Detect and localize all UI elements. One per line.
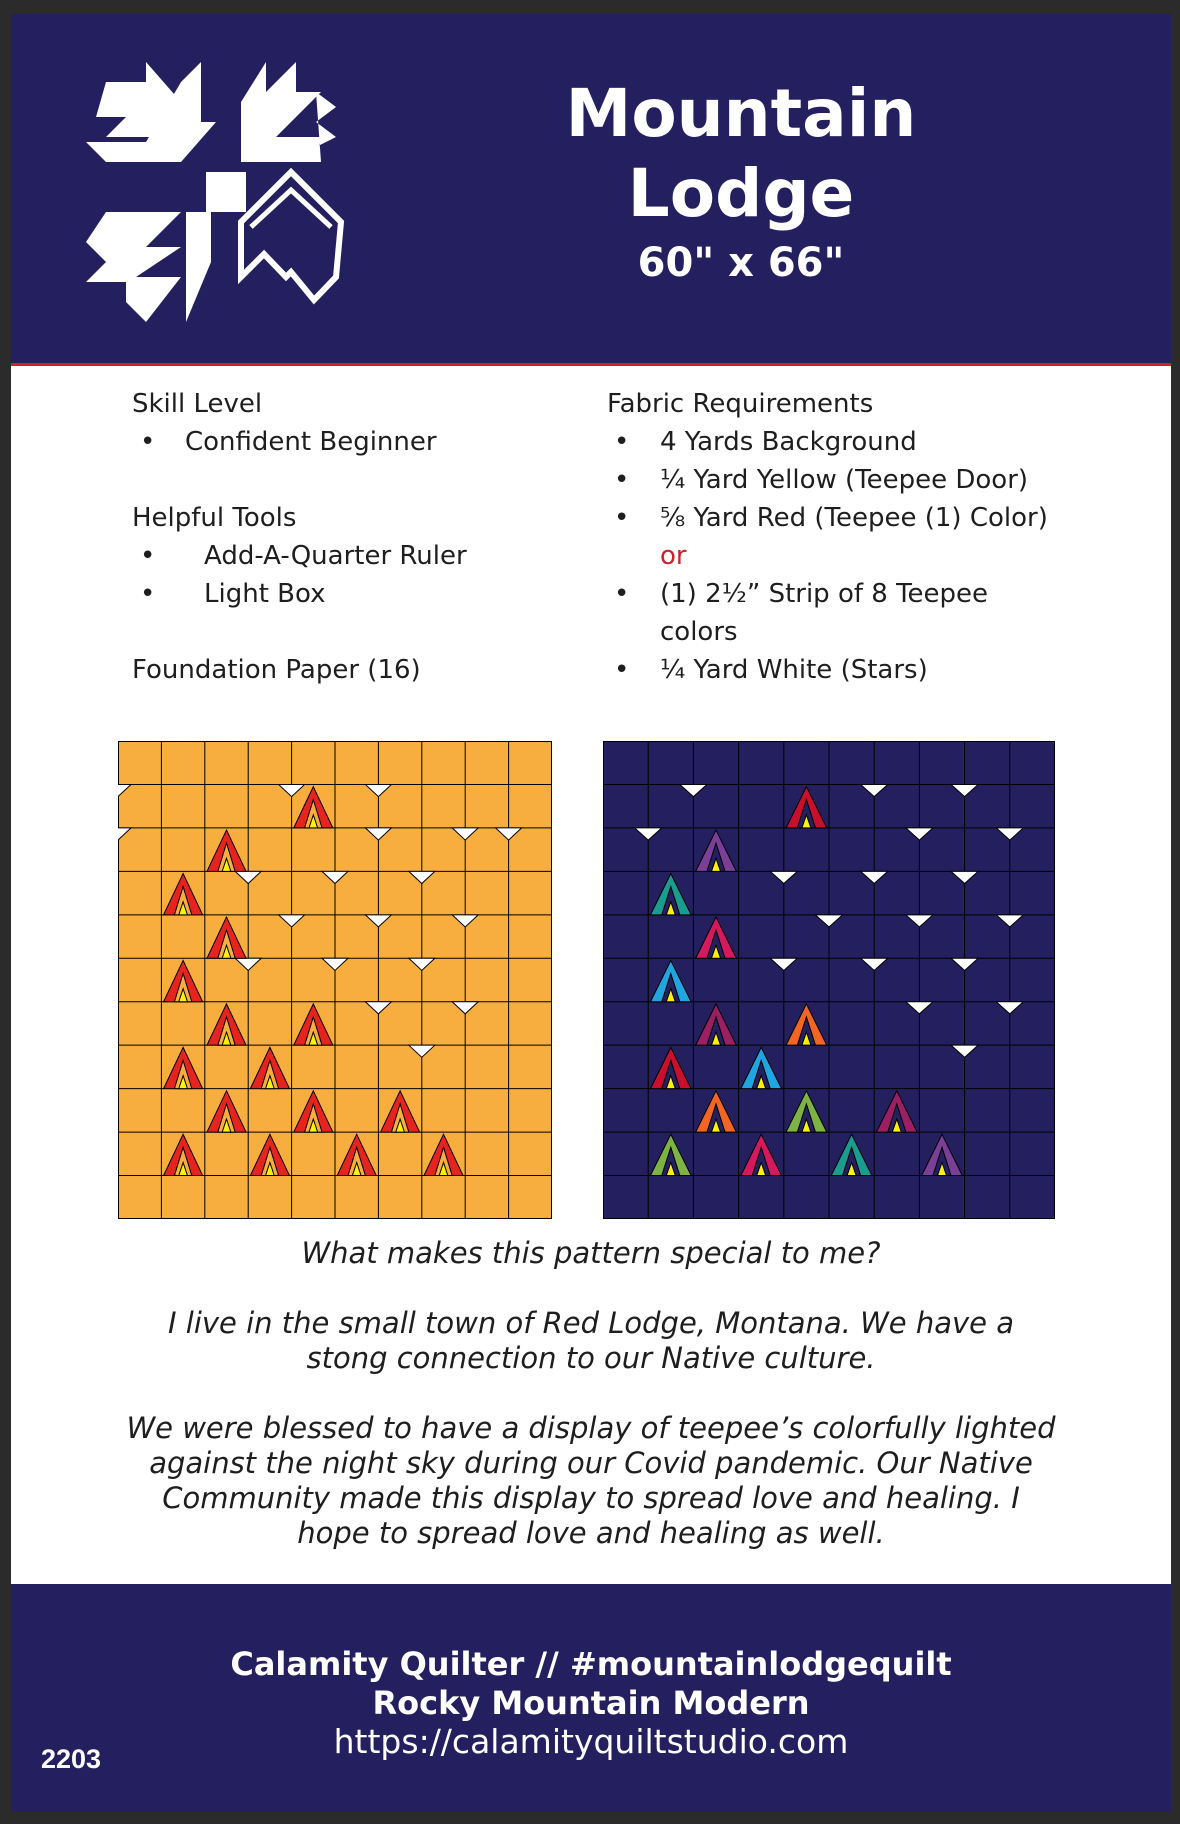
fabric-item: (1) 2½” Strip of 8 Teepee bbox=[660, 579, 989, 609]
story-text: hope to spread love and healing as well. bbox=[297, 1516, 885, 1550]
bullet-icon: • bbox=[614, 579, 630, 609]
story-text: stong connection to our Native culture. bbox=[306, 1341, 876, 1375]
story-question: What makes this pattern special to me? bbox=[301, 1236, 881, 1270]
story-text: against the night sky during our Covid pandemic. Our Native bbox=[149, 1446, 1033, 1480]
bear-paw-block-logo bbox=[86, 62, 386, 322]
fabric-item: ¼ Yard White (Stars) bbox=[660, 655, 928, 685]
bullet-icon: • bbox=[140, 541, 156, 571]
website-link[interactable]: https://calamityquiltstudio.com bbox=[333, 1722, 849, 1761]
skill-level-item: Confident Beginner bbox=[185, 427, 437, 457]
tool-item: Add-A-Quarter Ruler bbox=[204, 541, 467, 571]
pattern-code: 2203 bbox=[41, 1744, 102, 1774]
quilt-preview-navy bbox=[603, 741, 1055, 1219]
collection-name: Rocky Mountain Modern bbox=[372, 1684, 810, 1722]
story-text: Community made this display to spread love and healing. I bbox=[162, 1481, 1020, 1515]
bullet-icon: • bbox=[614, 655, 630, 685]
designer-hashtag: Calamity Quilter // #mountainlodgequilt bbox=[230, 1645, 952, 1683]
quilt-preview-orange bbox=[118, 741, 552, 1219]
story-text: I live in the small town of Red Lodge, Montana. We have a bbox=[168, 1306, 1014, 1340]
fabric-or-label: or bbox=[660, 541, 687, 571]
footer-banner bbox=[11, 1584, 1171, 1812]
fabric-item-continued: colors bbox=[660, 617, 738, 647]
pattern-title: Mountain Lodge bbox=[565, 75, 917, 232]
fabric-item: ¼ Yard Yellow (Teepee Door) bbox=[660, 465, 1029, 495]
bullet-icon: • bbox=[614, 427, 630, 457]
header-banner bbox=[11, 14, 1171, 366]
helpful-tools-heading: Helpful Tools bbox=[132, 503, 297, 533]
bullet-icon: • bbox=[140, 579, 156, 609]
fabric-item: 4 Yards Background bbox=[660, 427, 917, 457]
bullet-icon: • bbox=[614, 465, 630, 495]
story-text: We were blessed to have a display of teepee’s colorfully lighted bbox=[126, 1411, 1056, 1445]
pattern-cover-page bbox=[11, 14, 1171, 1812]
bullet-icon: • bbox=[614, 503, 630, 533]
tool-item: Light Box bbox=[204, 579, 326, 609]
skill-level-heading: Skill Level bbox=[132, 389, 263, 419]
foundation-paper: Foundation Paper (16) bbox=[132, 655, 421, 685]
quilt-size: 60" x 66" bbox=[637, 240, 845, 286]
fabric-item: ⅝ Yard Red (Teepee (1) Color) bbox=[660, 503, 1048, 533]
fabric-requirements-heading: Fabric Requirements bbox=[607, 389, 874, 419]
bullet-icon: • bbox=[140, 427, 156, 457]
